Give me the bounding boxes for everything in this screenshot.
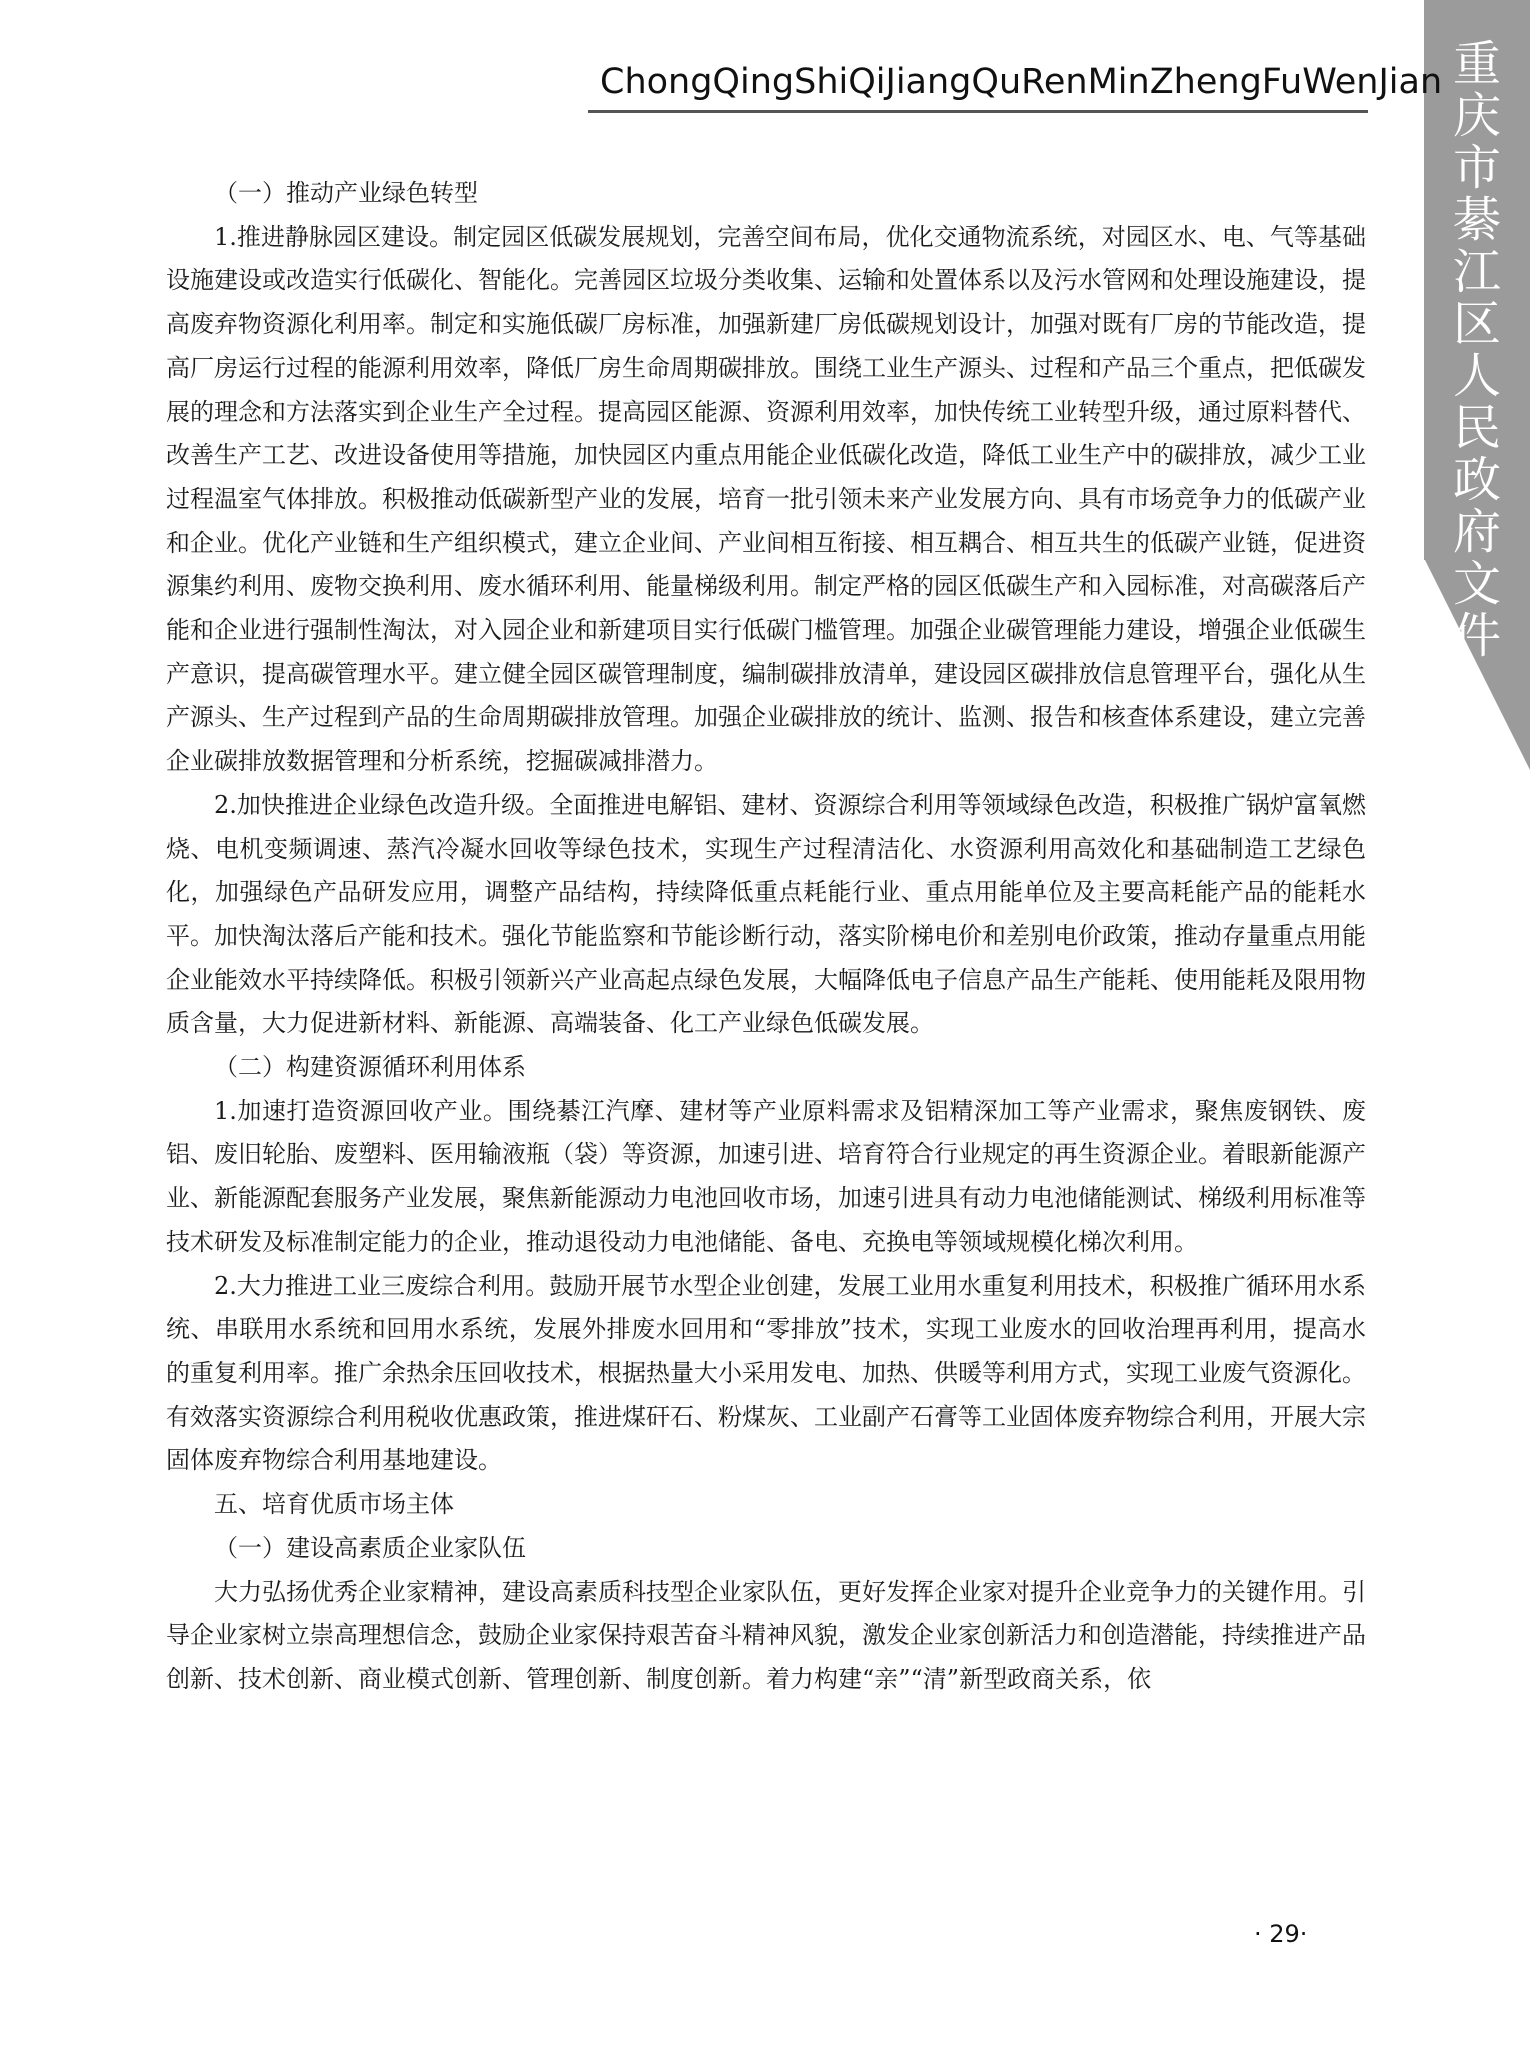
page-number: · 29·: [1254, 1920, 1308, 1948]
paragraph-static-park: 1.推进静脉园区建设。制定园区低碳发展规划，完善空间布局，优化交通物流系统，对园区水、电、气等基础设施建设或改造实行低碳化、智能化。完善园区垃圾分类收集、运输和处置体系以及污水管网和处理设施建设，提高废弃物资源化利用率。制定和实施低碳厂房标准，加强新建厂房低碳规划设计，加强对既有厂房的节能改造，提高厂房运行过程的能源利用效率，降低厂房生命周期碳排放。围绕工业生产源头、过程和产品三个重点，把低碳发展的理念和方法落实到企业生产全过程。提高园区能源、资源利用效率，加快传统工业转型升级，通过原料替代、改善生产工艺、改进设备使用等措施，加快园区内重点用能企业低碳化改造，降低工业生产中的碳排放，减少工业过程温室气体排放。积极推动低碳新型产业的发展，培育一批引领未来产业发展方向、具有市场竞争力的低碳产业和企业。优化产业链和生产组织模式，建立企业间、产业间相互衔接、相互耦合、相互共生的低碳产业链，促进资源集约利用、废物交换利用、废水循环利用、能量梯级利用。制定严格的园区低碳生产和入园标准，对高碳落后产能和企业进行强制性淘汰，对入园企业和新建项目实行低碳门槛管理。加强企业碳管理能力建设，增强企业低碳生产意识，提高碳管理水平。建立健全园区碳管理制度，编制碳排放清单，建设园区碳排放信息管理平台，强化从生产源头、生产过程到产品的生命周期碳排放管理。加强企业碳排放的统计、监测、报告和核查体系建设，建立完善企业碳排放数据管理和分析系统，挖掘碳减排潜力。: [166, 222, 1366, 776]
side-tab-label: 重庆市綦江区人民政府文件: [1452, 36, 1501, 664]
document-body: [166, 172, 1366, 1702]
paragraph-entrepreneurs: 大力弘扬优秀企业家精神，建设高素质科技型企业家队伍，更好发挥企业家对提升企业竞争力的关键作用。引导企业家树立崇高理想信念，鼓励企业家保持艰苦奋斗精神风貌，激发企业家创新活力和创造潜能，持续推进产品创新、技术创新、商业模式创新、管理创新、制度创新。着力构建“亲”“清”新型政商关系，依: [166, 1577, 1366, 1693]
paragraph-resource-recycling: 1.加速打造资源回收产业。围绕綦江汽摩、建材等产业原料需求及铝精深加工等产业需求，聚焦废钢铁、废铝、废旧轮胎、废塑料、医用输液瓶（袋）等资源，加速引进、培育符合行业规定的再生资源企业。着眼新能源产业、新能源配套服务产业发展，聚焦新能源动力电池回收市场，加速引进具有动力电池储能测试、梯级利用标准等技术研发及标准制定能力的企业，推动退役动力电池储能、备电、充换电等领域规模化梯次利用。: [166, 1096, 1366, 1256]
paragraph-green-upgrade: 2.加快推进企业绿色改造升级。全面推进电解铝、建材、资源综合利用等领域绿色改造，积极推广锅炉富氧燃烧、电机变频调速、蒸汽冷凝水回收等绿色技术，实现生产过程清洁化、水资源利用高效化和基础制造工艺绿色化，加强绿色产品研发应用，调整产品结构，持续降低重点耗能行业、重点用能单位及主要高耗能产品的能耗水平。加快淘汰落后产能和技术。强化节能监察和节能诊断行动，落实阶梯电价和差别电价政策，推动存量重点用能企业能效水平持续降低。积极引领新兴产业高起点绿色发展，大幅降低电子信息产品生产能耗、使用能耗及限用物质含量，大力促进新材料、新能源、高端装备、化工产业绿色低碳发展。: [166, 790, 1366, 1038]
header-rule: [588, 110, 1368, 113]
section-heading-3: （一）建设高素质企业家队伍: [214, 1533, 526, 1562]
chapter-heading-5: 五、培育优质市场主体: [214, 1490, 454, 1519]
section-heading-1: （一）推动产业绿色转型: [214, 179, 478, 207]
paragraph-industrial-waste: 2.大力推进工业三废综合利用。鼓励开展节水型企业创建，发展工业用水重复利用技术，积极推广循环用水系统、串联用水系统和回用水系统，发展外排废水回用和“零排放”技术，实现工业废水的回收治理再利用，提高水的重复利用率。推广余热余压回收技术，根据热量大小采用发电、加热、供暖等利用方式，实现工业废气资源化。有效落实资源综合利用税收优惠政策，推进煤矸石、粉煤灰、工业副产石膏等工业固体废弃物综合利用，开展大宗固体废弃物综合利用基地建设。: [166, 1271, 1366, 1475]
running-header-title: ChongQingShiQiJiangQuRenMinZhengFuWenJian: [600, 62, 1443, 102]
section-heading-2: （二）构建资源循环利用体系: [214, 1053, 526, 1082]
